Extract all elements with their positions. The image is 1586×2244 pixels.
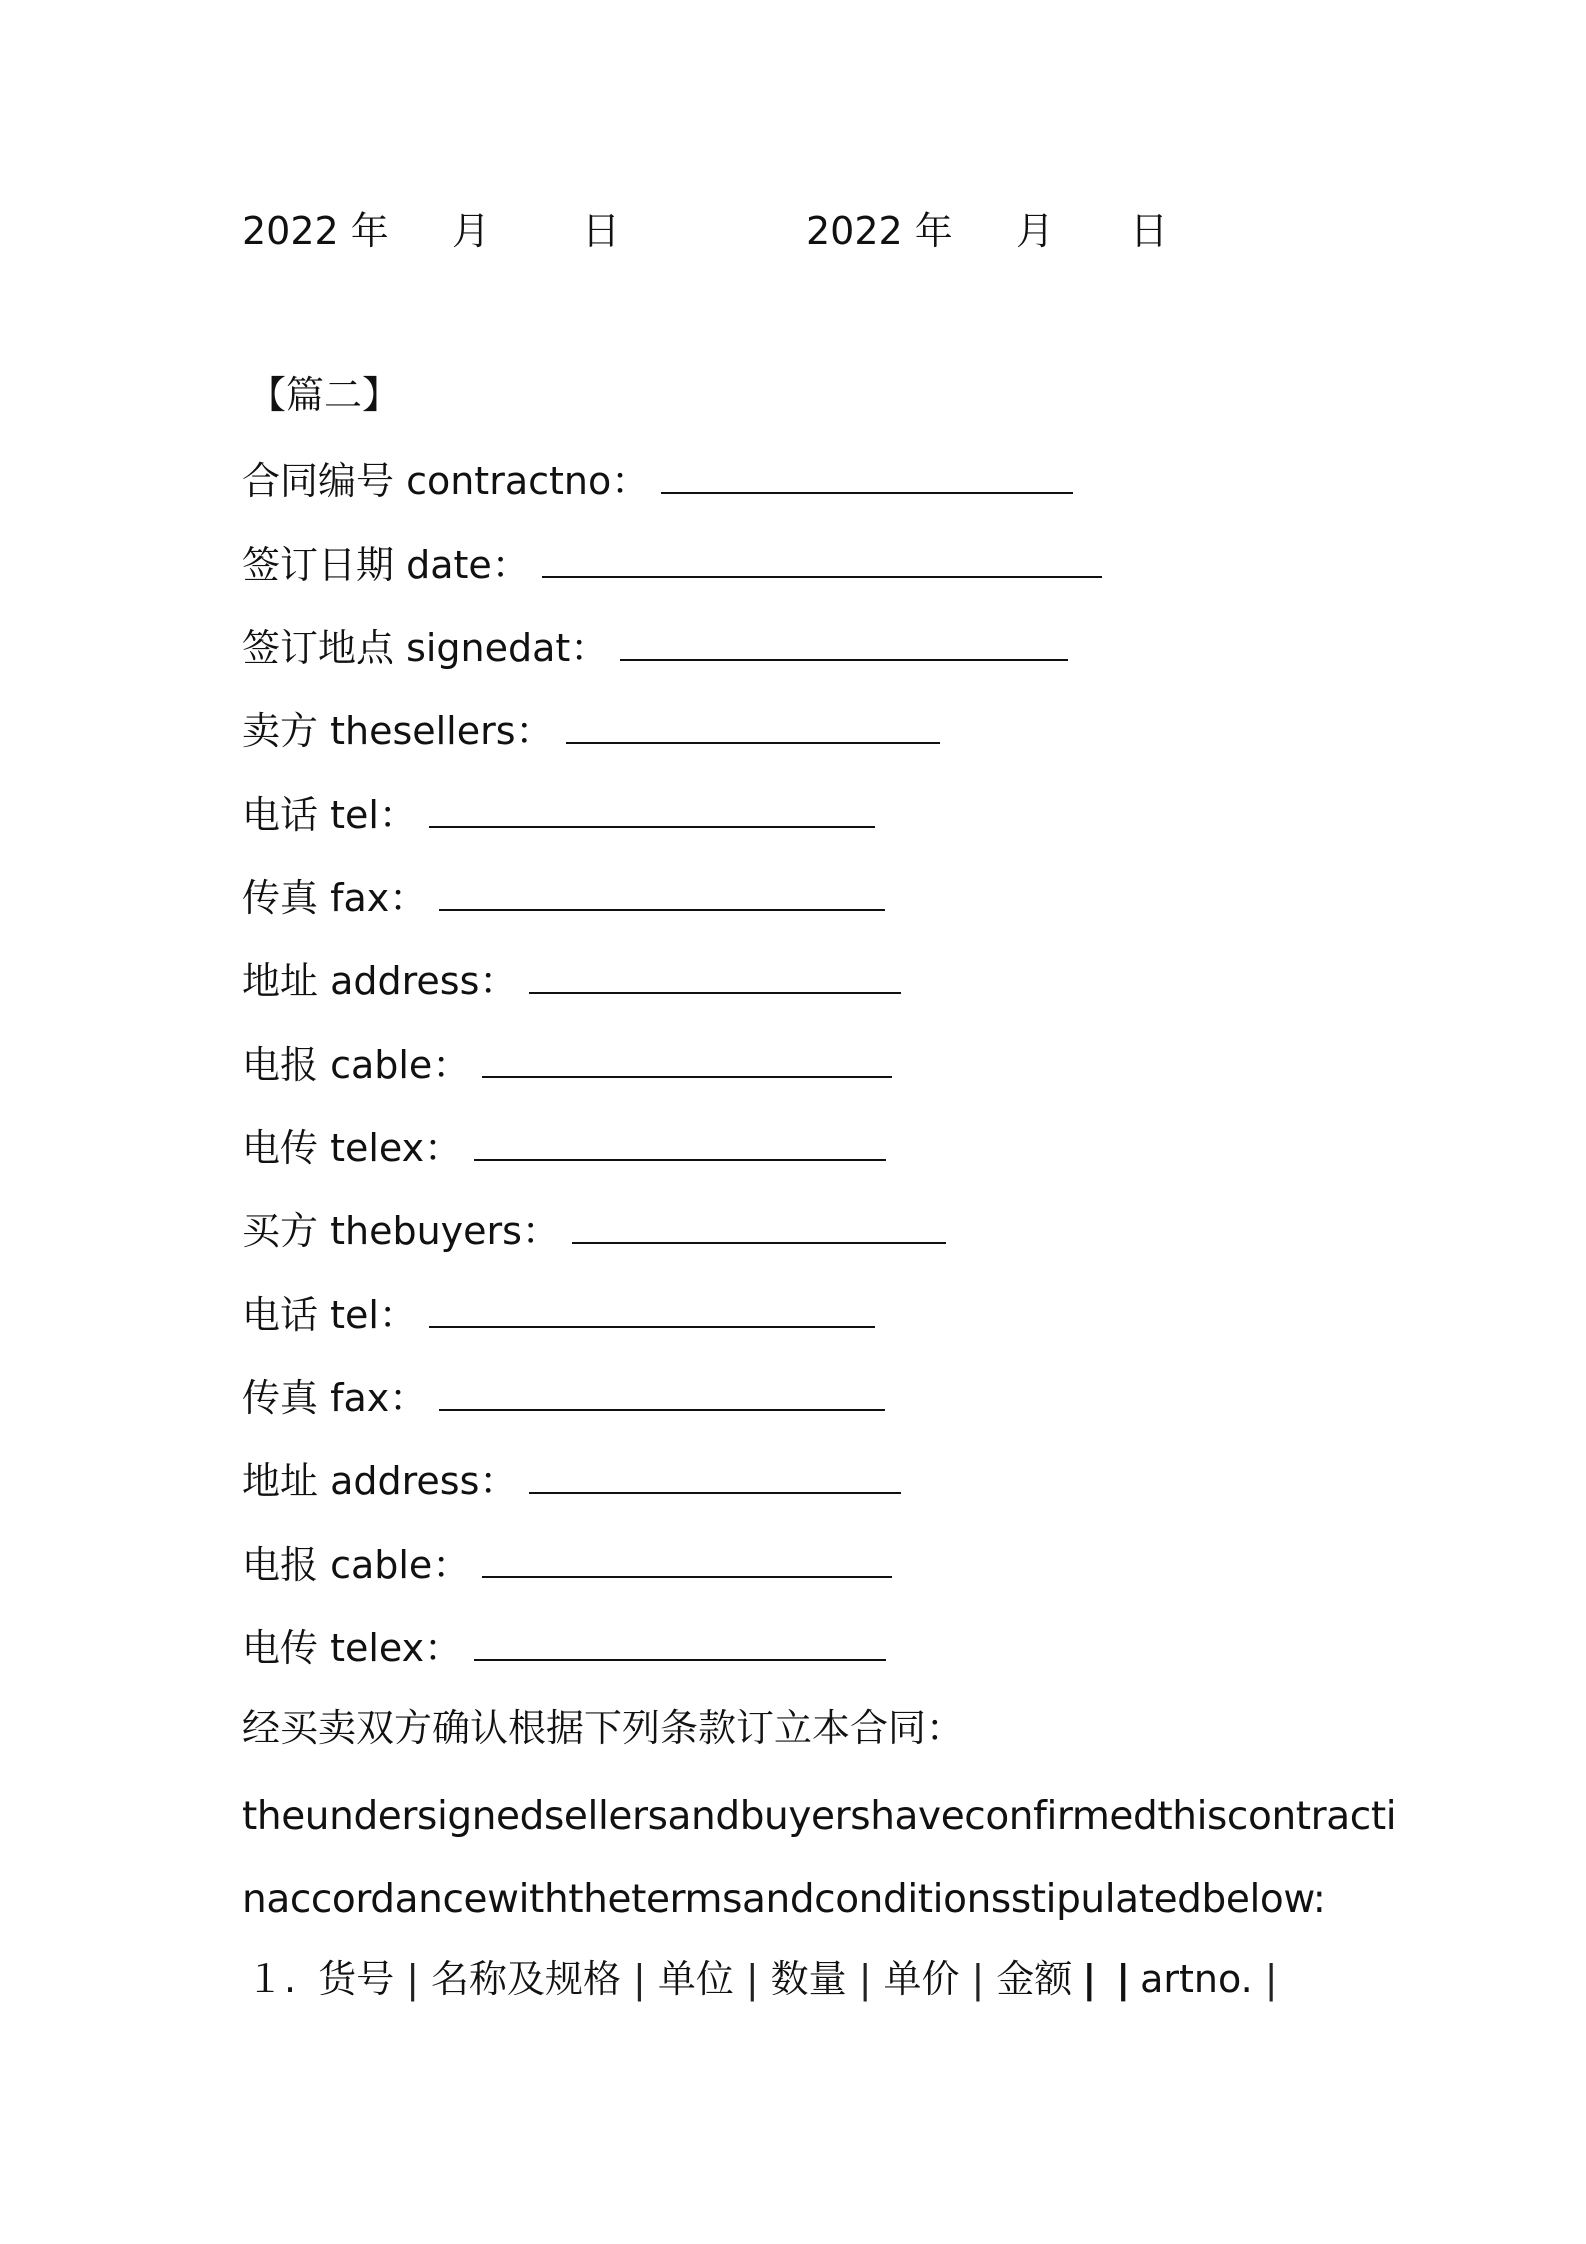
field-sellers <box>242 704 940 754</box>
field-label: 卖方 thesellers： <box>242 709 554 753</box>
field-label: 地址 address： <box>242 959 518 1003</box>
blank-line[interactable] <box>620 621 1068 661</box>
field-label: 传真 fax： <box>242 1376 428 1420</box>
section-heading: 【篇二】 <box>248 373 401 417</box>
blank-line[interactable] <box>661 454 1073 494</box>
column-separator: | <box>745 1957 759 2001</box>
agreement-en-line1: theundersignedsellersandbuyershaveconfirmedthiscontracti <box>242 1794 1397 1839</box>
item-number: １. <box>246 1957 297 2001</box>
blank-line[interactable] <box>542 538 1102 578</box>
field-label: 签订地点 signedat： <box>242 626 609 670</box>
field-label: 合同编号 contractno： <box>242 459 650 503</box>
field-buyer-cable <box>242 1538 892 1588</box>
cell-name-spec: 名称及规格 <box>431 1957 622 2001</box>
field-buyer-address <box>242 1454 901 1504</box>
right-year: 2022 年 <box>806 209 953 253</box>
field-buyer-tel <box>242 1288 875 1338</box>
table-header-row <box>246 1956 1290 2002</box>
cell-art-no-en: artno. <box>1140 1957 1253 2001</box>
field-label: 电话 tel： <box>242 1293 417 1337</box>
right-day: 日 <box>1130 209 1169 253</box>
blank-line[interactable] <box>482 1538 892 1578</box>
field-seller-address <box>242 954 901 1004</box>
blank-line[interactable] <box>566 704 940 744</box>
field-seller-telex <box>242 1121 886 1171</box>
cell-unit: 单位 <box>657 1957 734 2001</box>
blank-line[interactable] <box>439 1371 885 1411</box>
field-seller-fax <box>242 871 885 921</box>
blank-line[interactable] <box>482 1038 892 1078</box>
left-day: 日 <box>582 209 621 253</box>
agreement-en-line2: naccordancewiththetermsandconditionsstipulatedbelow: <box>242 1877 1326 1922</box>
column-separator: | <box>633 1957 646 2001</box>
field-label: 地址 address： <box>242 1459 518 1503</box>
blank-line[interactable] <box>572 1204 946 1244</box>
field-label: 电报 cable： <box>242 1543 471 1587</box>
field-buyer-fax <box>242 1371 885 1421</box>
blank-line[interactable] <box>474 1621 886 1661</box>
field-contract-no <box>242 454 1073 504</box>
field-seller-cable <box>242 1038 892 1088</box>
right-month: 月 <box>1016 209 1055 253</box>
cell-art-no: 货号 <box>318 1957 395 2001</box>
column-separator: | <box>1264 1957 1278 2001</box>
blank-line[interactable] <box>439 871 885 911</box>
field-label: 电传 telex： <box>242 1626 463 1670</box>
row-separator: | <box>1116 1957 1131 2001</box>
field-signed-at <box>242 621 1068 671</box>
column-separator: | <box>406 1957 420 2001</box>
cell-amount: 金额 <box>996 1957 1073 2001</box>
left-year: 2022 年 <box>242 209 389 253</box>
blank-line[interactable] <box>429 788 875 828</box>
row-separator: | <box>1082 1957 1097 2001</box>
field-label: 传真 fax： <box>242 876 428 920</box>
cell-unit-price: 单价 <box>883 1957 960 2001</box>
column-separator: | <box>971 1957 985 2001</box>
column-separator: | <box>858 1957 872 2001</box>
field-buyers <box>242 1204 946 1254</box>
blank-line[interactable] <box>529 1454 901 1494</box>
field-label: 电报 cable： <box>242 1043 471 1087</box>
field-sign-date <box>242 538 1102 588</box>
field-label: 电话 tel： <box>242 793 417 837</box>
blank-line[interactable] <box>529 954 901 994</box>
cell-quantity: 数量 <box>770 1957 847 2001</box>
field-buyer-telex <box>242 1621 886 1671</box>
field-seller-tel <box>242 788 875 838</box>
agreement-cn: 经买卖双方确认根据下列条款订立本合同： <box>242 1706 965 1750</box>
blank-line[interactable] <box>429 1288 875 1328</box>
field-label: 买方 thebuyers： <box>242 1209 560 1253</box>
field-label: 签订日期 date： <box>242 543 530 587</box>
field-label: 电传 telex： <box>242 1126 463 1170</box>
blank-line[interactable] <box>474 1121 886 1161</box>
left-month: 月 <box>452 209 491 253</box>
